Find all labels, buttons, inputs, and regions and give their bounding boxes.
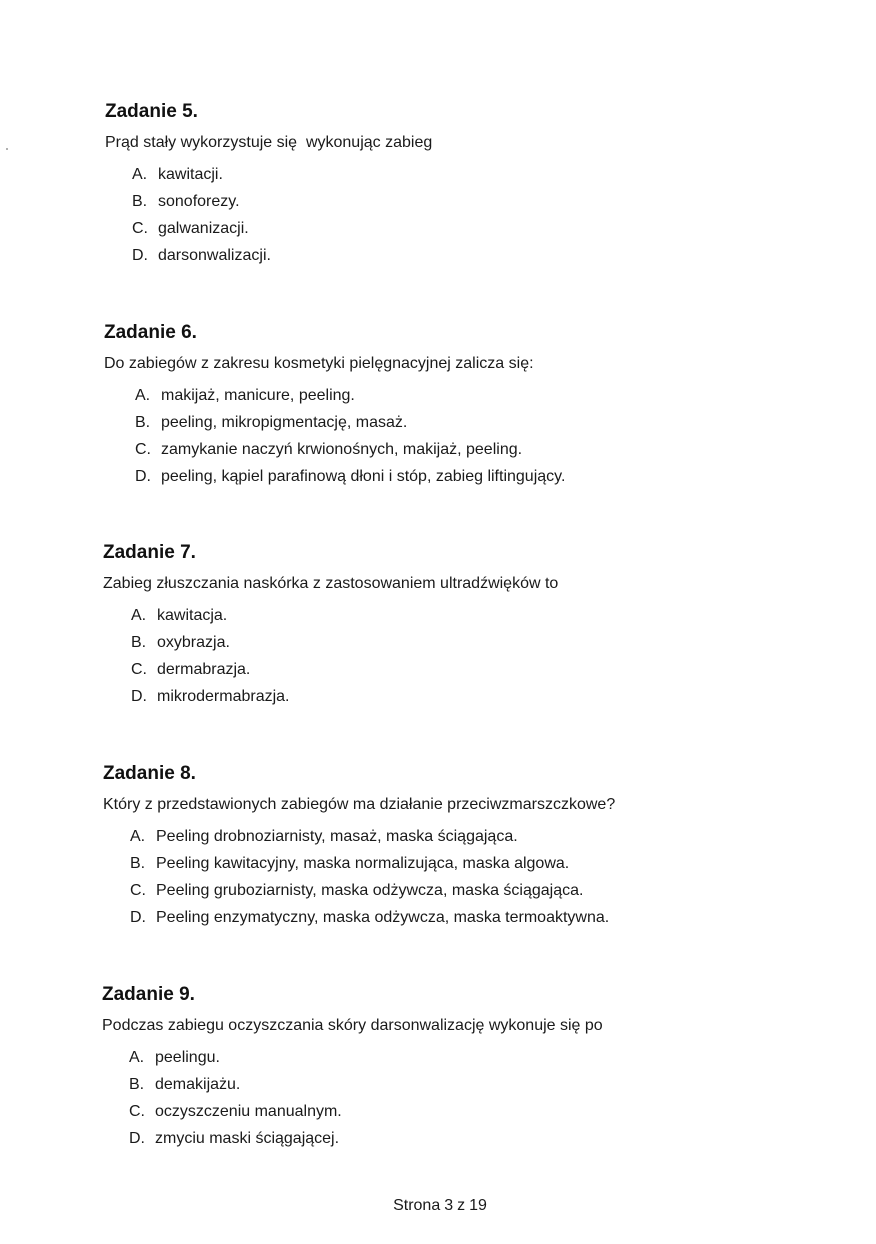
option-letter: B.	[131, 634, 147, 651]
option-letter: C.	[135, 441, 151, 458]
task-8	[103, 763, 803, 931]
option-text: oxybrazja.	[157, 634, 230, 651]
task-title: Zadanie 9.	[102, 984, 195, 1005]
answer-option-d	[135, 463, 804, 490]
option-letter: A.	[132, 166, 148, 183]
option-letter: B.	[132, 193, 148, 210]
answer-option-c	[129, 1098, 802, 1125]
answer-option-d	[130, 904, 803, 931]
option-text: Peeling drobnoziarnisty, masaż, maska ściągająca.	[156, 828, 518, 845]
task-question: Który z przedstawionych zabiegów ma działanie przeciwzmarszczkowe?	[103, 796, 616, 813]
option-text: mikrodermabrazja.	[157, 688, 290, 705]
answer-option-c	[132, 215, 805, 242]
option-letter: C.	[130, 882, 146, 899]
task-7	[103, 542, 803, 710]
answer-option-c	[130, 877, 803, 904]
option-text: oczyszczeniu manualnym.	[155, 1103, 342, 1120]
answer-option-b	[135, 409, 804, 436]
option-text: Peeling enzymatyczny, maska odżywcza, maska termoaktywna.	[156, 909, 610, 926]
task-title: Zadanie 8.	[103, 763, 196, 784]
option-letter: A.	[130, 828, 146, 845]
task-question: Prąd stały wykorzystuje się wykonując zabieg	[105, 134, 433, 151]
option-text: sonoforezy.	[158, 193, 240, 210]
page-label: Strona	[393, 1197, 441, 1214]
option-text: Peeling kawitacyjny, maska normalizująca, maska algowa.	[156, 855, 570, 872]
option-text: kawitacji.	[158, 166, 223, 183]
option-text: galwanizacji.	[158, 220, 249, 237]
option-text: peeling, kąpiel parafinową dłoni i stóp, zabieg liftingujący.	[161, 468, 566, 485]
task-question: Zabieg złuszczania naskórka z zastosowaniem ultradźwięków to	[103, 575, 559, 592]
option-text: Peeling gruboziarnisty, maska odżywcza, maska ściągająca.	[156, 882, 584, 899]
option-letter: A.	[135, 387, 151, 404]
task-5	[105, 101, 805, 269]
option-letter: A.	[129, 1049, 145, 1066]
task-title: Zadanie 7.	[103, 542, 196, 563]
task-question: Do zabiegów z zakresu kosmetyki pielęgnacyjnej zalicza się:	[104, 355, 534, 372]
option-text: zamykanie naczyń krwionośnych, makijaż, peeling.	[161, 441, 523, 458]
total-pages: 19	[469, 1197, 487, 1214]
option-text: zmyciu maski ściągającej.	[155, 1130, 340, 1147]
answer-option-a	[132, 161, 805, 188]
answer-option-a	[129, 1044, 802, 1071]
answer-option-b	[129, 1071, 802, 1098]
answer-options	[132, 161, 805, 269]
page-separator: z	[457, 1197, 466, 1214]
option-letter: B.	[135, 414, 151, 431]
answer-options	[135, 382, 804, 490]
option-text: peeling, mikropigmentację, masaż.	[161, 414, 408, 431]
answer-option-c	[131, 656, 803, 683]
answer-option-c	[135, 436, 804, 463]
option-letter: C.	[131, 661, 147, 678]
scan-speck	[6, 148, 8, 150]
answer-option-b	[132, 188, 805, 215]
option-letter: B.	[129, 1076, 145, 1093]
option-letter: D.	[130, 909, 146, 926]
option-letter: C.	[132, 220, 148, 237]
option-text: dermabrazja.	[157, 661, 251, 678]
option-letter: D.	[132, 247, 148, 264]
answer-option-d	[131, 683, 803, 710]
option-letter: B.	[130, 855, 146, 872]
option-letter: D.	[129, 1130, 145, 1147]
option-letter: D.	[135, 468, 151, 485]
answer-option-b	[131, 629, 803, 656]
option-text: makijaż, manicure, peeling.	[161, 387, 355, 404]
answer-options	[130, 823, 803, 931]
answer-option-b	[130, 850, 803, 877]
option-letter: D.	[131, 688, 147, 705]
option-letter: C.	[129, 1103, 145, 1120]
answer-option-d	[129, 1125, 802, 1152]
task-9	[102, 984, 802, 1152]
task-question: Podczas zabiegu oczyszczania skóry darsonwalizację wykonuje się po	[102, 1017, 603, 1034]
current-page: 3	[444, 1197, 454, 1214]
answer-options	[131, 602, 803, 710]
option-letter: A.	[131, 607, 147, 624]
task-title: Zadanie 5.	[105, 101, 198, 122]
option-text: kawitacja.	[157, 607, 228, 624]
task-title: Zadanie 6.	[104, 322, 197, 343]
answer-option-d	[132, 242, 805, 269]
answer-option-a	[131, 602, 803, 629]
option-text: darsonwalizacji.	[158, 247, 271, 264]
answer-option-a	[135, 382, 804, 409]
answer-options	[129, 1044, 802, 1152]
option-text: peelingu.	[155, 1049, 220, 1066]
answer-option-a	[130, 823, 803, 850]
task-6	[104, 322, 804, 490]
option-text: demakijażu.	[155, 1076, 241, 1093]
page-number-footer	[0, 1196, 876, 1216]
